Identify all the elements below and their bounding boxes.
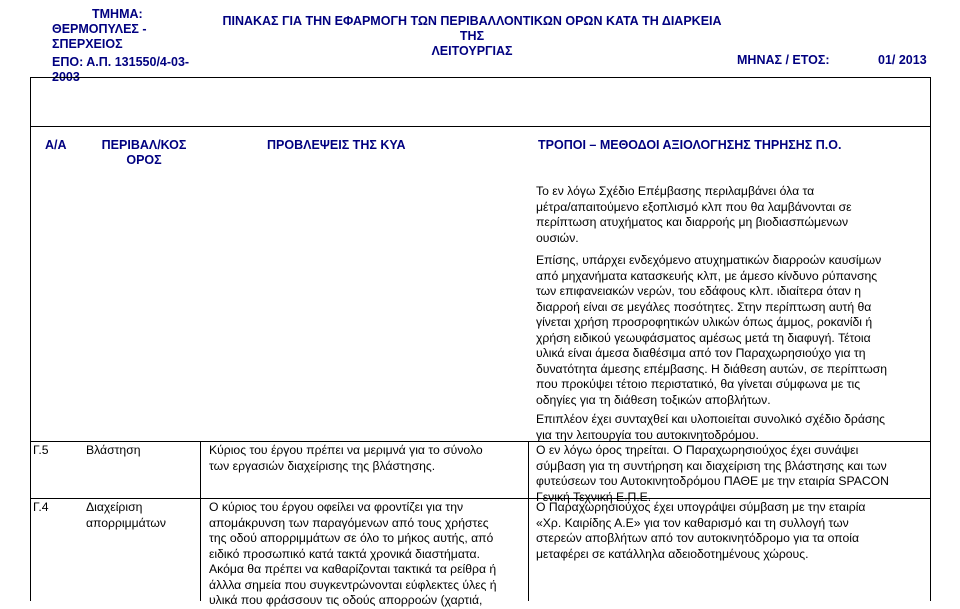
section-info — [52, 7, 202, 85]
header-rule — [30, 77, 930, 78]
text-line: ουσιών. — [536, 230, 579, 245]
text-line: οδηγίες για τη διάθεση τοξικών αποβλήτων. — [536, 392, 771, 407]
row-number-g5: Γ.5 — [33, 443, 49, 457]
text-line: δυνατότητα άμεσης επέμβασης. Η διάθεση αυτών, σε περίπτωση — [536, 361, 888, 376]
month-year-label: ΜΗΝΑΣ / ΕΤΟΣ: — [737, 53, 830, 67]
row-provision-g5 — [209, 443, 522, 474]
text-line: των επιφανειακών νερών, του εδάφους κλπ. ιδιαίτερα όταν η — [536, 284, 862, 298]
method-paragraph-emergency-plan — [536, 184, 924, 246]
text-line: Ο Παραχωρησιούχος έχει υπογράψει σύμβαση με την εταιρία — [536, 500, 866, 514]
row-term-g5: Βλάστηση — [86, 443, 141, 457]
text-line: υλικά που φράσσουν τις οδούς απορροών (χαρτιά, — [209, 593, 483, 607]
document-title-line-2: ΛΕΙΤΟΥΡΓΙΑΣ — [431, 44, 513, 58]
section-label: ΤΜΗΜΑ: — [92, 7, 143, 21]
text-line: υλικά είναι άμεσα διαθέσιμα από τον Παραχωρησιούχο για τη — [536, 346, 866, 360]
text-line: γίνεται χρήση προσροφητικών υλικών όπως άμμος, ροκανίδι ή — [536, 315, 873, 329]
row-term-g4 — [86, 500, 166, 531]
column-header-env-term-line-2: ΟΡΟΣ — [126, 153, 162, 167]
text-line: Γενική Τεχνική Ε.Π.Ε. — [536, 489, 652, 504]
text-line: «Χρ. Καιρίδης Α.Ε» για τον καθαρισμό και τη συλλογή των — [536, 515, 849, 530]
text-line: Επίσης, υπάρχει ενδεχόμενο ατυχηματικών διαρροών καυσίμων — [536, 253, 882, 267]
text-line: ειδικό προσωπικό κατά τακτά χρονικά διαστήματα. — [209, 546, 480, 561]
epo-reference: ΕΠΟ: Α.Π. 131550/4-03-2003 — [52, 55, 190, 84]
text-line: φυτεύσεων του Αυτοκινητοδρόμου ΠΑΘΕ με την εταιρία SPACON — [536, 474, 889, 488]
month-year-value: 01/ 2013 — [878, 53, 927, 67]
document-title — [222, 14, 722, 59]
text-line: άλλλα σημεία που συγκεντρώνονται εύφλεκτες ύλες ή — [209, 577, 497, 592]
column-header-aa: Α/Α — [45, 138, 67, 152]
text-line: απομάκρυνση των παραγόμενων από τους χρήστες — [209, 515, 489, 530]
column-divider-2 — [528, 441, 529, 601]
document-title-line-1: ΠΙΝΑΚΑΣ ΓΙΑ ΤΗΝ ΕΦΑΡΜΟΓΗ ΤΩΝ ΠΕΡΙΒΑΛΛΟΝΤΙΚΩΝ ΟΡΩΝ ΚΑΤΑ ΤΗ ΔΙΑΡΚΕΙΑ ΤΗΣ — [222, 14, 722, 43]
column-header-env-term — [96, 138, 192, 168]
text-line: περίπτωση ατυχήματος και διαρροής μη βιοδιασπώμενων — [536, 215, 849, 229]
text-line: σύμβαση για τη συντήρηση και διαχείριση της βλάστησης και των — [536, 458, 887, 473]
text-line: Ο εν λόγω όρος τηρείται. Ο Παραχωρησιούχος έχει συνάψει — [536, 443, 859, 457]
text-line: Διαχείριση — [86, 500, 143, 514]
text-line: που προκύψει τέτοιο περιστατικό, θα γίνεται σύμφωνα με τις — [536, 377, 861, 391]
column-header-env-term-line-1: ΠΕΡΙΒΑΛ/ΚΟΣ — [101, 138, 187, 152]
text-line: Ο κύριος του έργου οφείλει να φροντίζει για την — [209, 500, 464, 514]
table-top-rule — [30, 126, 930, 127]
row-method-g4 — [536, 500, 924, 562]
row-provision-g4 — [209, 500, 522, 609]
method-paragraph-fuel-spills — [536, 253, 924, 408]
text-line: Κύριος του έργου πρέπει να μεριμνά για το σύνολο — [209, 443, 483, 457]
table-right-border — [930, 77, 931, 601]
text-line: των εργασιών διαχείρισης της βλάστησης. — [209, 458, 436, 473]
text-line: Το εν λόγω Σχέδιο Επέμβασης περιλαμβάνει όλα τα — [536, 184, 815, 198]
column-header-methods: ΤΡΟΠΟΙ – ΜΕΘΟΔΟΙ ΑΞΙΟΛΟΓΗΣΗΣ ΤΗΡΗΣΗΣ Π.Ο. — [538, 138, 842, 152]
table-left-border — [30, 77, 31, 601]
text-line: από μηχανήματα κατασκευής κλπ, με άμεσο κίνδυνο ρύπανσης — [536, 268, 878, 283]
text-line: μεταφέρει σε κατάλληλα αδειοδοτημένους χώρους. — [536, 546, 809, 561]
text-line: Ακόμα θα πρέπει να καθαρίζονται τακτικά τα ρείθρα ή — [209, 562, 497, 576]
text-line: χρήση ειδικού γεωυφάσματος αμέσως μετά τη διαφυγή. Τέτοια — [536, 330, 871, 345]
text-line: απορριμμάτων — [86, 515, 166, 530]
text-line: της οδού απορριμμάτων σε όλο το μήκος αυτής, από — [209, 531, 494, 545]
row-number-g4: Γ.4 — [33, 500, 49, 514]
text-line: μέτρα/απαιτούμενο εξοπλισμό κλπ που θα λαμβάνονται σε — [536, 199, 852, 214]
column-header-provisions: ΠΡΟΒΛΕΨΕΙΣ ΤΗΣ ΚΥΑ — [267, 138, 406, 152]
text-line: στερεών αποβλήτων από τον αυτοκινητόδρομο για τα οποία — [536, 531, 859, 545]
row-method-g5 — [536, 412, 924, 505]
section-name: ΘΕΡΜΟΠΥΛΕΣ - ΣΠΕΡΧΕΙΟΣ — [52, 22, 147, 51]
text-line: Επιπλέον έχει συνταχθεί και υλοποιείται συνολικό σχέδιο δράσης — [536, 412, 886, 426]
column-divider-1 — [200, 441, 201, 601]
text-line: διαρροή είναι σε μεγάλες ποσότητες. Στην περίπτωση αυτή θα — [536, 299, 872, 314]
text-line: για την λειτουργία του αυτοκινητοδρόμου. — [536, 427, 759, 442]
